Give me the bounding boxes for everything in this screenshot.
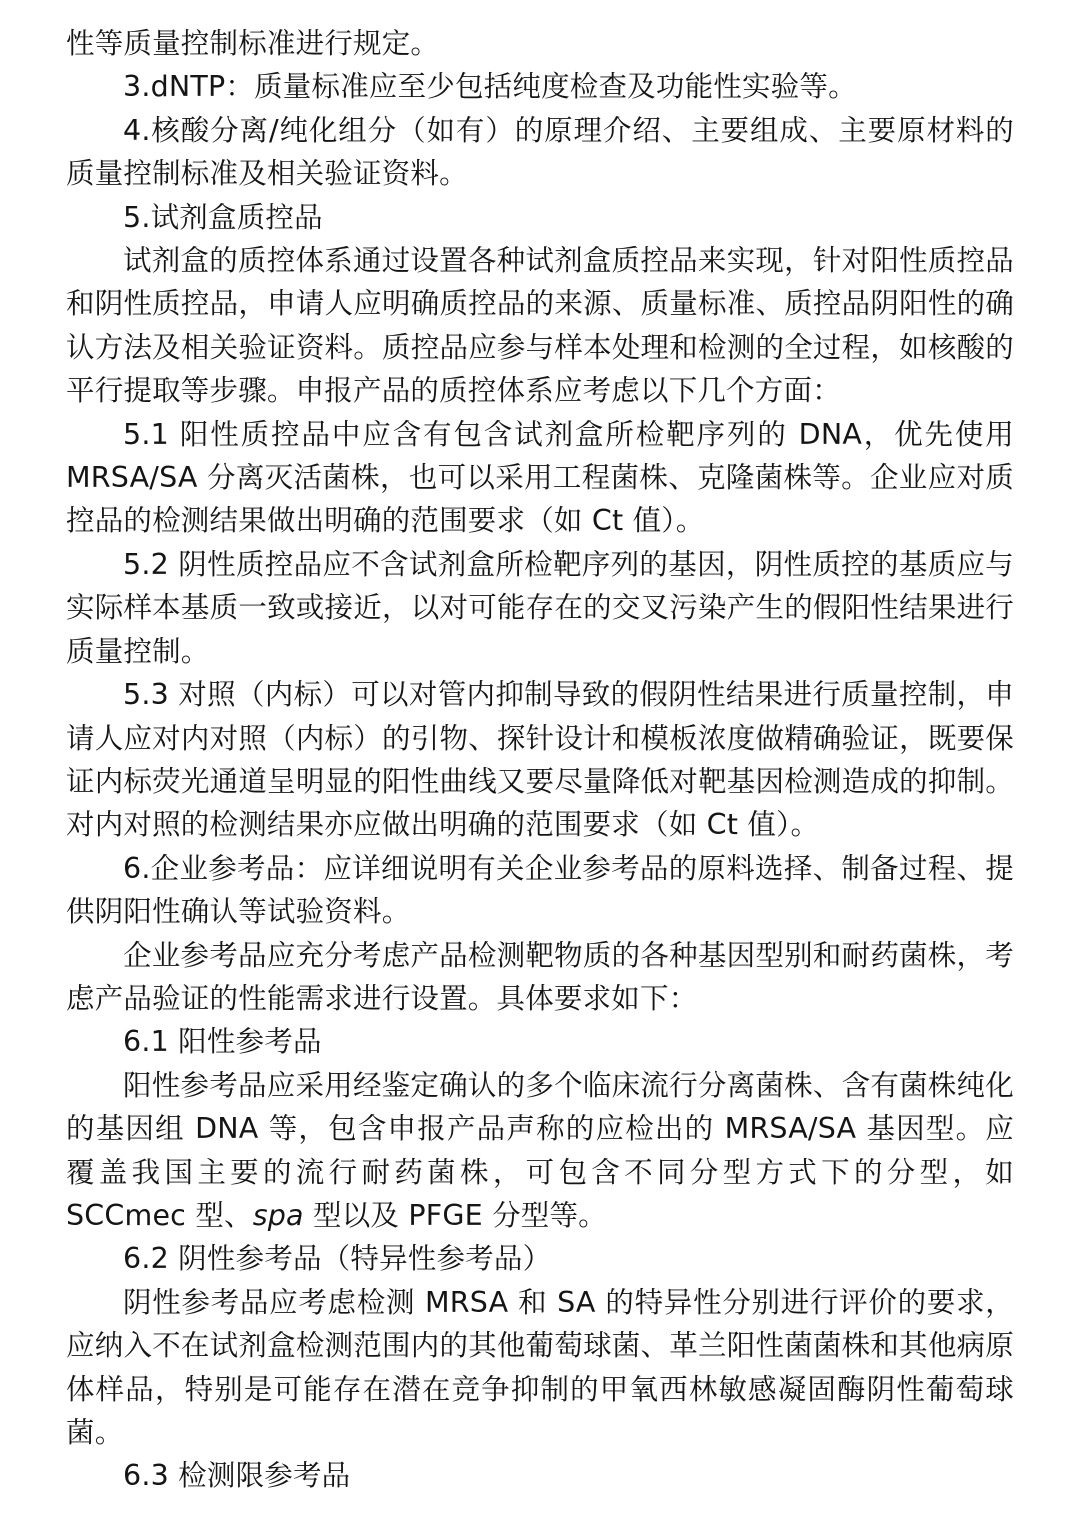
- heading-negative-reference: 6.2 阴性参考品（特异性参考品）: [123, 1242, 552, 1276]
- paragraph-positive-reference: [66, 1064, 1014, 1238]
- paragraph-enterprise-reference: 6.企业参考品：应详细说明有关企业参考品的原料选择、制备过程、提供阴阳性确认等试验资料。: [66, 851, 1014, 929]
- paragraph-nucleic-acid: 4.核酸分离/纯化组分（如有）的原理介绍、主要组成、主要原材料的质量控制标准及相关验证资料。: [66, 113, 1014, 191]
- paragraph-internal-control: 5.3 对照（内标）可以对管内抑制导致的假阴性结果进行质量控制，申请人应对内对照（内标）的引物、探针设计和模板浓度做精确验证，既要保证内标荧光通道呈明显的阳性曲线又要尽量降低对靶基因检测造成的抑制。对内对照的检测结果亦应做出明确的范围要求（如 Ct 值）。: [66, 678, 1014, 842]
- spa-italic-term: spa: [252, 1198, 304, 1232]
- paragraph-qc-system: 试剂盒的质控体系通过设置各种试剂盒质控品来实现，针对阳性质控品和阴性质控品，申请人应明确质控品的来源、质量标准、质控品阴阳性的确认方法及相关验证资料。质控品应参与样本处理和检测的全过程，如核酸的平行提取等步骤。申报产品的质控体系应考虑以下几个方面：: [66, 244, 1014, 408]
- heading-kit-qc: 5.试剂盒质控品: [123, 200, 323, 234]
- paragraph-positive-reference-text-b: 型以及 PFGE 分型等。: [303, 1198, 607, 1232]
- paragraph-positive-qc: 5.1 阳性质控品中应含有包含试剂盒所检靶序列的 DNA，优先使用 MRSA/SA 分离灭活菌株，也可以采用工程菌株、克隆菌株等。企业应对质控品的检测结果做出明确的范围要求（如 Ct 值）。: [66, 417, 1014, 538]
- paragraph-intro-tail: 性等质量控制标准进行规定。: [66, 27, 440, 60]
- heading-positive-reference: 6.1 阳性参考品: [123, 1025, 322, 1059]
- paragraph-negative-qc: 5.2 阴性质控品应不含试剂盒所检靶序列的基因，阴性质控的基质应与实际样本基质一致或接近，以对可能存在的交叉污染产生的假阳性结果进行质量控制。: [66, 547, 1014, 668]
- heading-detection-limit-reference: 6.3 检测限参考品: [123, 1459, 351, 1493]
- paragraph-reference-requirements: 企业参考品应充分考虑产品检测靶物质的各种基因型别和耐药菌株，考虑产品验证的性能需求进行设置。具体要求如下：: [66, 938, 1014, 1015]
- paragraph-dntp: 3.dNTP：质量标准应至少包括纯度检查及功能性实验等。: [123, 70, 857, 104]
- paragraph-positive-reference-text-a: 阳性参考品应采用经鉴定确认的多个临床流行分离菌株、含有菌株纯化的基因组 DNA 等，包含申报产品声称的应检出的 MRSA/SA 基因型。应覆盖我国主要的流行耐药菌株，可包含不同分型方式下的分型，如 SCCmec 型、: [66, 1068, 1014, 1232]
- paragraph-negative-reference: 阴性参考品应考虑检测 MRSA 和 SA 的特异性分别进行评价的要求，应纳入不在试剂盒检测范围内的其他葡萄球菌、革兰阳性菌菌株和其他病原体样品，特别是可能存在潜在竞争抑制的甲氧西林敏感凝固酶阴性葡萄球菌。: [66, 1285, 1014, 1449]
